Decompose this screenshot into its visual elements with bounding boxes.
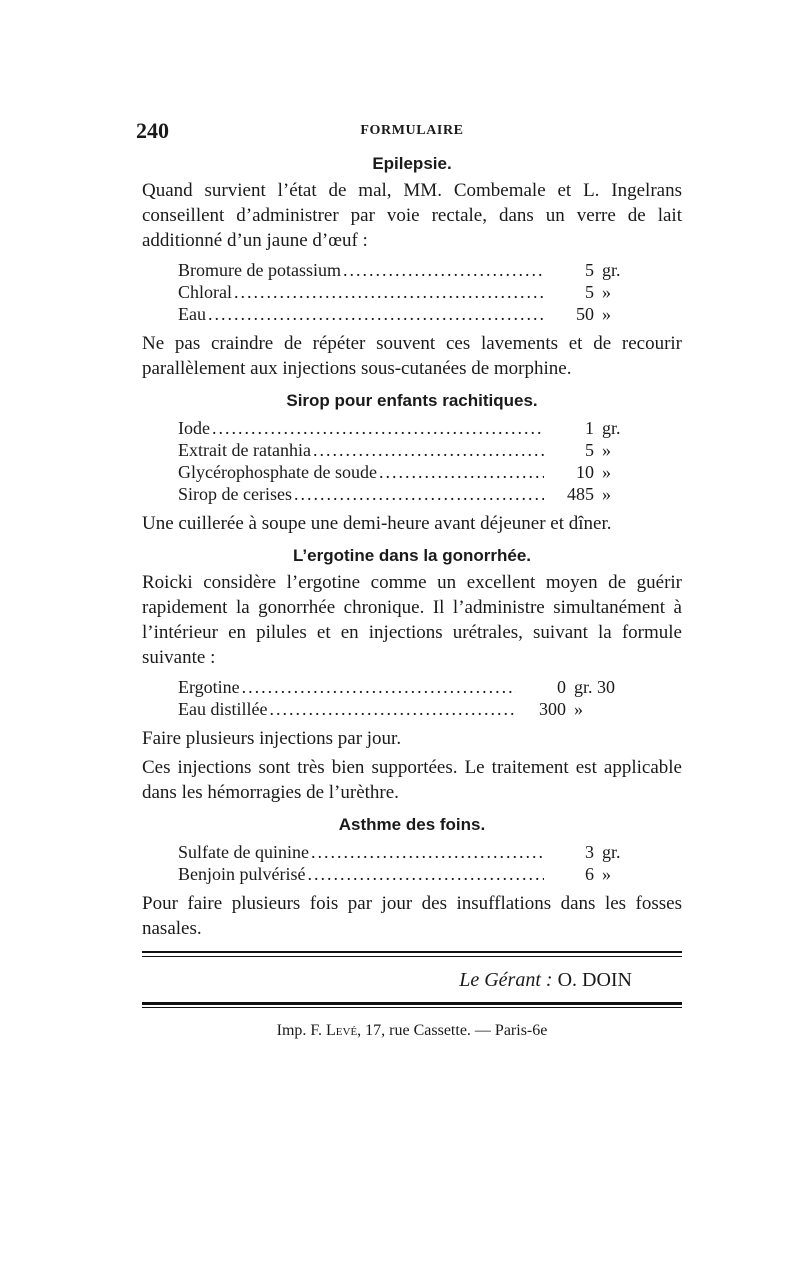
ingredient-unit: » (574, 699, 583, 719)
ingredient-qty: 5 (585, 440, 594, 460)
footer-rule-bottom (142, 1002, 682, 1008)
ingredient-name: Benjoin pulvérisé (178, 864, 306, 884)
signature-name: O. DOIN (557, 969, 632, 991)
ingredient-unit: » (602, 282, 611, 302)
ingredient-qty: 6 (585, 864, 594, 884)
recipe-epilepsie (178, 259, 640, 325)
leader-dots (311, 841, 544, 863)
ingredient-name: Ergotine (178, 677, 240, 697)
leader-dots (234, 281, 544, 303)
ingredient-name: Iode (178, 418, 210, 438)
page (136, 118, 682, 1040)
ingredient-name: Eau distillée (178, 699, 268, 719)
ingredient-unit: » (602, 484, 611, 504)
ingredient-unit: gr. (602, 418, 621, 438)
ingredient-unit: gr. (602, 842, 621, 862)
epilepsie-note: Ne pas craindre de répéter souvent ces lavements et de recourir parallèlement aux injections sous-cutanées de morphine. (142, 333, 682, 379)
leader-dots (343, 259, 544, 281)
imprint-prefix: Imp. F. (276, 1022, 323, 1039)
recipe-line (178, 417, 640, 439)
recipe-asthme (178, 841, 640, 885)
recipe-line (178, 698, 640, 720)
ergotine-note-1: Faire plusieurs injections par jour. (142, 728, 402, 749)
recipe-line (178, 676, 640, 698)
ingredient-qty: 1 (585, 418, 594, 438)
running-head (136, 118, 682, 144)
imprint-address: , 17, rue Cassette. — Paris-6e (357, 1022, 548, 1039)
footer-rule-top (142, 951, 682, 957)
asthme-note: Pour faire plusieurs fois par jour des insufflations dans les fosses nasales. (142, 893, 682, 939)
ingredient-unit: » (602, 304, 611, 324)
ingredient-qty: 3 (585, 842, 594, 862)
recipe-line (178, 281, 640, 303)
recipe-line (178, 841, 640, 863)
leader-dots (379, 461, 544, 483)
ingredient-name: Sulfate de quinine (178, 842, 309, 862)
page-number: 240 (136, 118, 169, 143)
ingredient-unit: gr. 30 (574, 677, 616, 697)
recipe-ergotine (178, 676, 640, 720)
recipe-sirop (178, 417, 640, 505)
recipe-line (178, 303, 640, 325)
ingredient-unit: » (602, 864, 611, 884)
leader-dots (294, 483, 544, 505)
ingredient-qty: 50 (576, 304, 594, 324)
ingredient-qty: 5 (585, 282, 594, 302)
ingredient-name: Bromure de potassium (178, 260, 341, 280)
ingredient-qty: 0 (557, 677, 566, 697)
ingredient-name: Extrait de ratanhia (178, 440, 311, 460)
ingredient-name: Sirop de cerises (178, 484, 292, 504)
leader-dots (269, 698, 516, 720)
recipe-line (178, 259, 640, 281)
section-title-asthme: Asthme des foins. (338, 815, 486, 834)
running-title: FORMULAIRE (360, 123, 464, 138)
ingredient-qty: 300 (539, 699, 566, 719)
section-title-sirop: Sirop pour enfants rachitiques. (286, 391, 538, 410)
section-title-epilepsie: Epilepsie. (372, 154, 452, 173)
ingredient-unit: » (602, 440, 611, 460)
sirop-note: Une cuillerée à soupe une demi-heure avant déjeuner et dîner. (142, 513, 612, 534)
ingredient-unit: » (602, 462, 611, 482)
ingredient-name: Glycérophosphate de soude (178, 462, 377, 482)
leader-dots (208, 303, 544, 325)
ingredient-qty: 10 (576, 462, 594, 482)
ergotine-note-2: Ces injections sont très bien supportées. Le traitement est applicable dans les hémorragies de l’urèthre. (142, 757, 682, 803)
ingredient-qty: 5 (585, 260, 594, 280)
ingredient-name: Eau (178, 304, 206, 324)
recipe-line (178, 439, 640, 461)
section-title-ergotine: L’ergotine dans la gonorrhée. (292, 546, 532, 565)
recipe-line (178, 461, 640, 483)
ingredient-unit: gr. (602, 260, 621, 280)
signature (142, 969, 632, 992)
ergotine-intro: Roicki considère l’ergotine comme un excellent moyen de guérir rapidement la gonorrhée chronique. Il l’administre simultanément à l’intérieur en pilules et en injections urétrales, suivant la formule suivante : (142, 572, 682, 668)
ingredient-qty: 485 (567, 484, 594, 504)
imprint-printer-name: Levé (326, 1022, 358, 1039)
leader-dots (307, 863, 544, 885)
leader-dots (242, 676, 516, 698)
recipe-line (178, 863, 640, 885)
signature-role: Le Gérant : (459, 969, 553, 991)
leader-dots (212, 417, 544, 439)
epilepsie-intro: Quand survient l’état de mal, MM. Combemale et L. Ingelrans conseillent d’administrer par voie rectale, dans un verre de lait additionné d’un jaune d’œuf : (142, 180, 682, 251)
ingredient-name: Chloral (178, 282, 232, 302)
imprint (142, 1022, 682, 1040)
recipe-line (178, 483, 640, 505)
leader-dots (313, 439, 544, 461)
